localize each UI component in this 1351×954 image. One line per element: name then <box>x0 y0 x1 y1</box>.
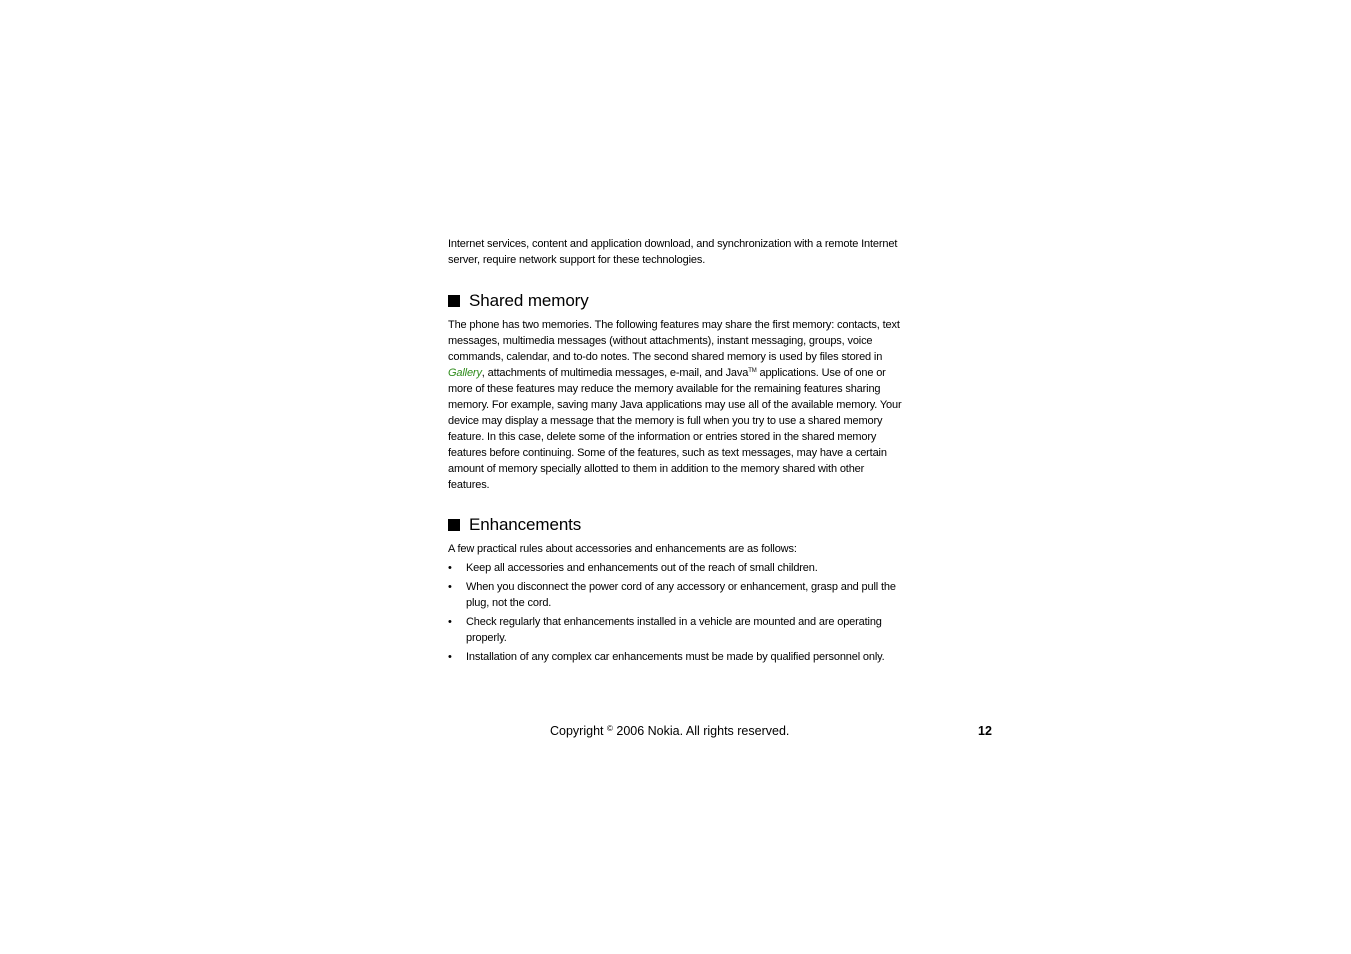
trademark-mark: TM <box>748 368 757 374</box>
bullet-icon: • <box>448 581 452 593</box>
section-square-icon <box>448 519 460 531</box>
page-number: 12 <box>978 724 992 738</box>
list-item <box>448 649 908 665</box>
list-item-text: Check regularly that enhancements installed in a vehicle are mounted and are operating properly. <box>466 616 882 644</box>
list-item <box>448 579 908 611</box>
shared-memory-text-1: The phone has two memories. The following features may share the first memory: contacts, text messages, multimedia messages (without attachments), instant messaging, groups, voice commands, calendar, and to-do notes. The second shared memory is used by files stored in <box>448 319 900 363</box>
bullet-icon: • <box>448 616 452 628</box>
enhancements-intro: A few practical rules about accessories and enhancements are as follows: <box>448 543 797 555</box>
copyright-suffix: 2006 Nokia. All rights reserved. <box>612 724 790 738</box>
copyright-footer <box>550 722 789 740</box>
gallery-link[interactable]: Gallery <box>448 367 482 379</box>
enhancements-list <box>448 560 908 665</box>
bullet-icon: • <box>448 651 452 663</box>
list-item-text: Installation of any complex car enhancements must be made by qualified personnel only. <box>466 651 885 663</box>
section-square-icon <box>448 295 460 307</box>
page-content <box>448 236 908 665</box>
list-item-text: When you disconnect the power cord of any accessory or enhancement, grasp and pull the plug, not the cord. <box>466 581 896 609</box>
copyright-symbol: © <box>606 724 613 733</box>
intro-paragraph: Internet services, content and application download, and synchronization with a remote Internet server, require network support for these technologies. <box>448 238 898 266</box>
shared-memory-text-3: applications. Use of one or more of these features may reduce the memory available for the remaining features sharing memory. For example, saving many Java applications may use all of the available memory. Your device may display a message that the memory is full when you try to use a shared memory feature. In this case, delete some of the information or entries stored in the shared memory features before continuing. Some of the features, such as text messages, may have a certain amount of memory specially allotted to them in addition to the memory shared with other features. <box>448 367 902 491</box>
shared-memory-heading <box>448 290 908 312</box>
shared-memory-text-2: , attachments of multimedia messages, e-mail, and Java <box>481 367 749 379</box>
shared-memory-paragraph <box>448 317 908 493</box>
list-item <box>448 614 908 646</box>
enhancements-heading <box>448 514 908 536</box>
copyright-prefix: Copyright <box>550 724 607 738</box>
enhancements-heading-text: Enhancements <box>469 515 582 534</box>
list-item-text: Keep all accessories and enhancements out of the reach of small children. <box>466 562 818 574</box>
shared-memory-heading-text: Shared memory <box>469 291 589 310</box>
bullet-icon: • <box>448 562 452 574</box>
list-item <box>448 560 908 576</box>
